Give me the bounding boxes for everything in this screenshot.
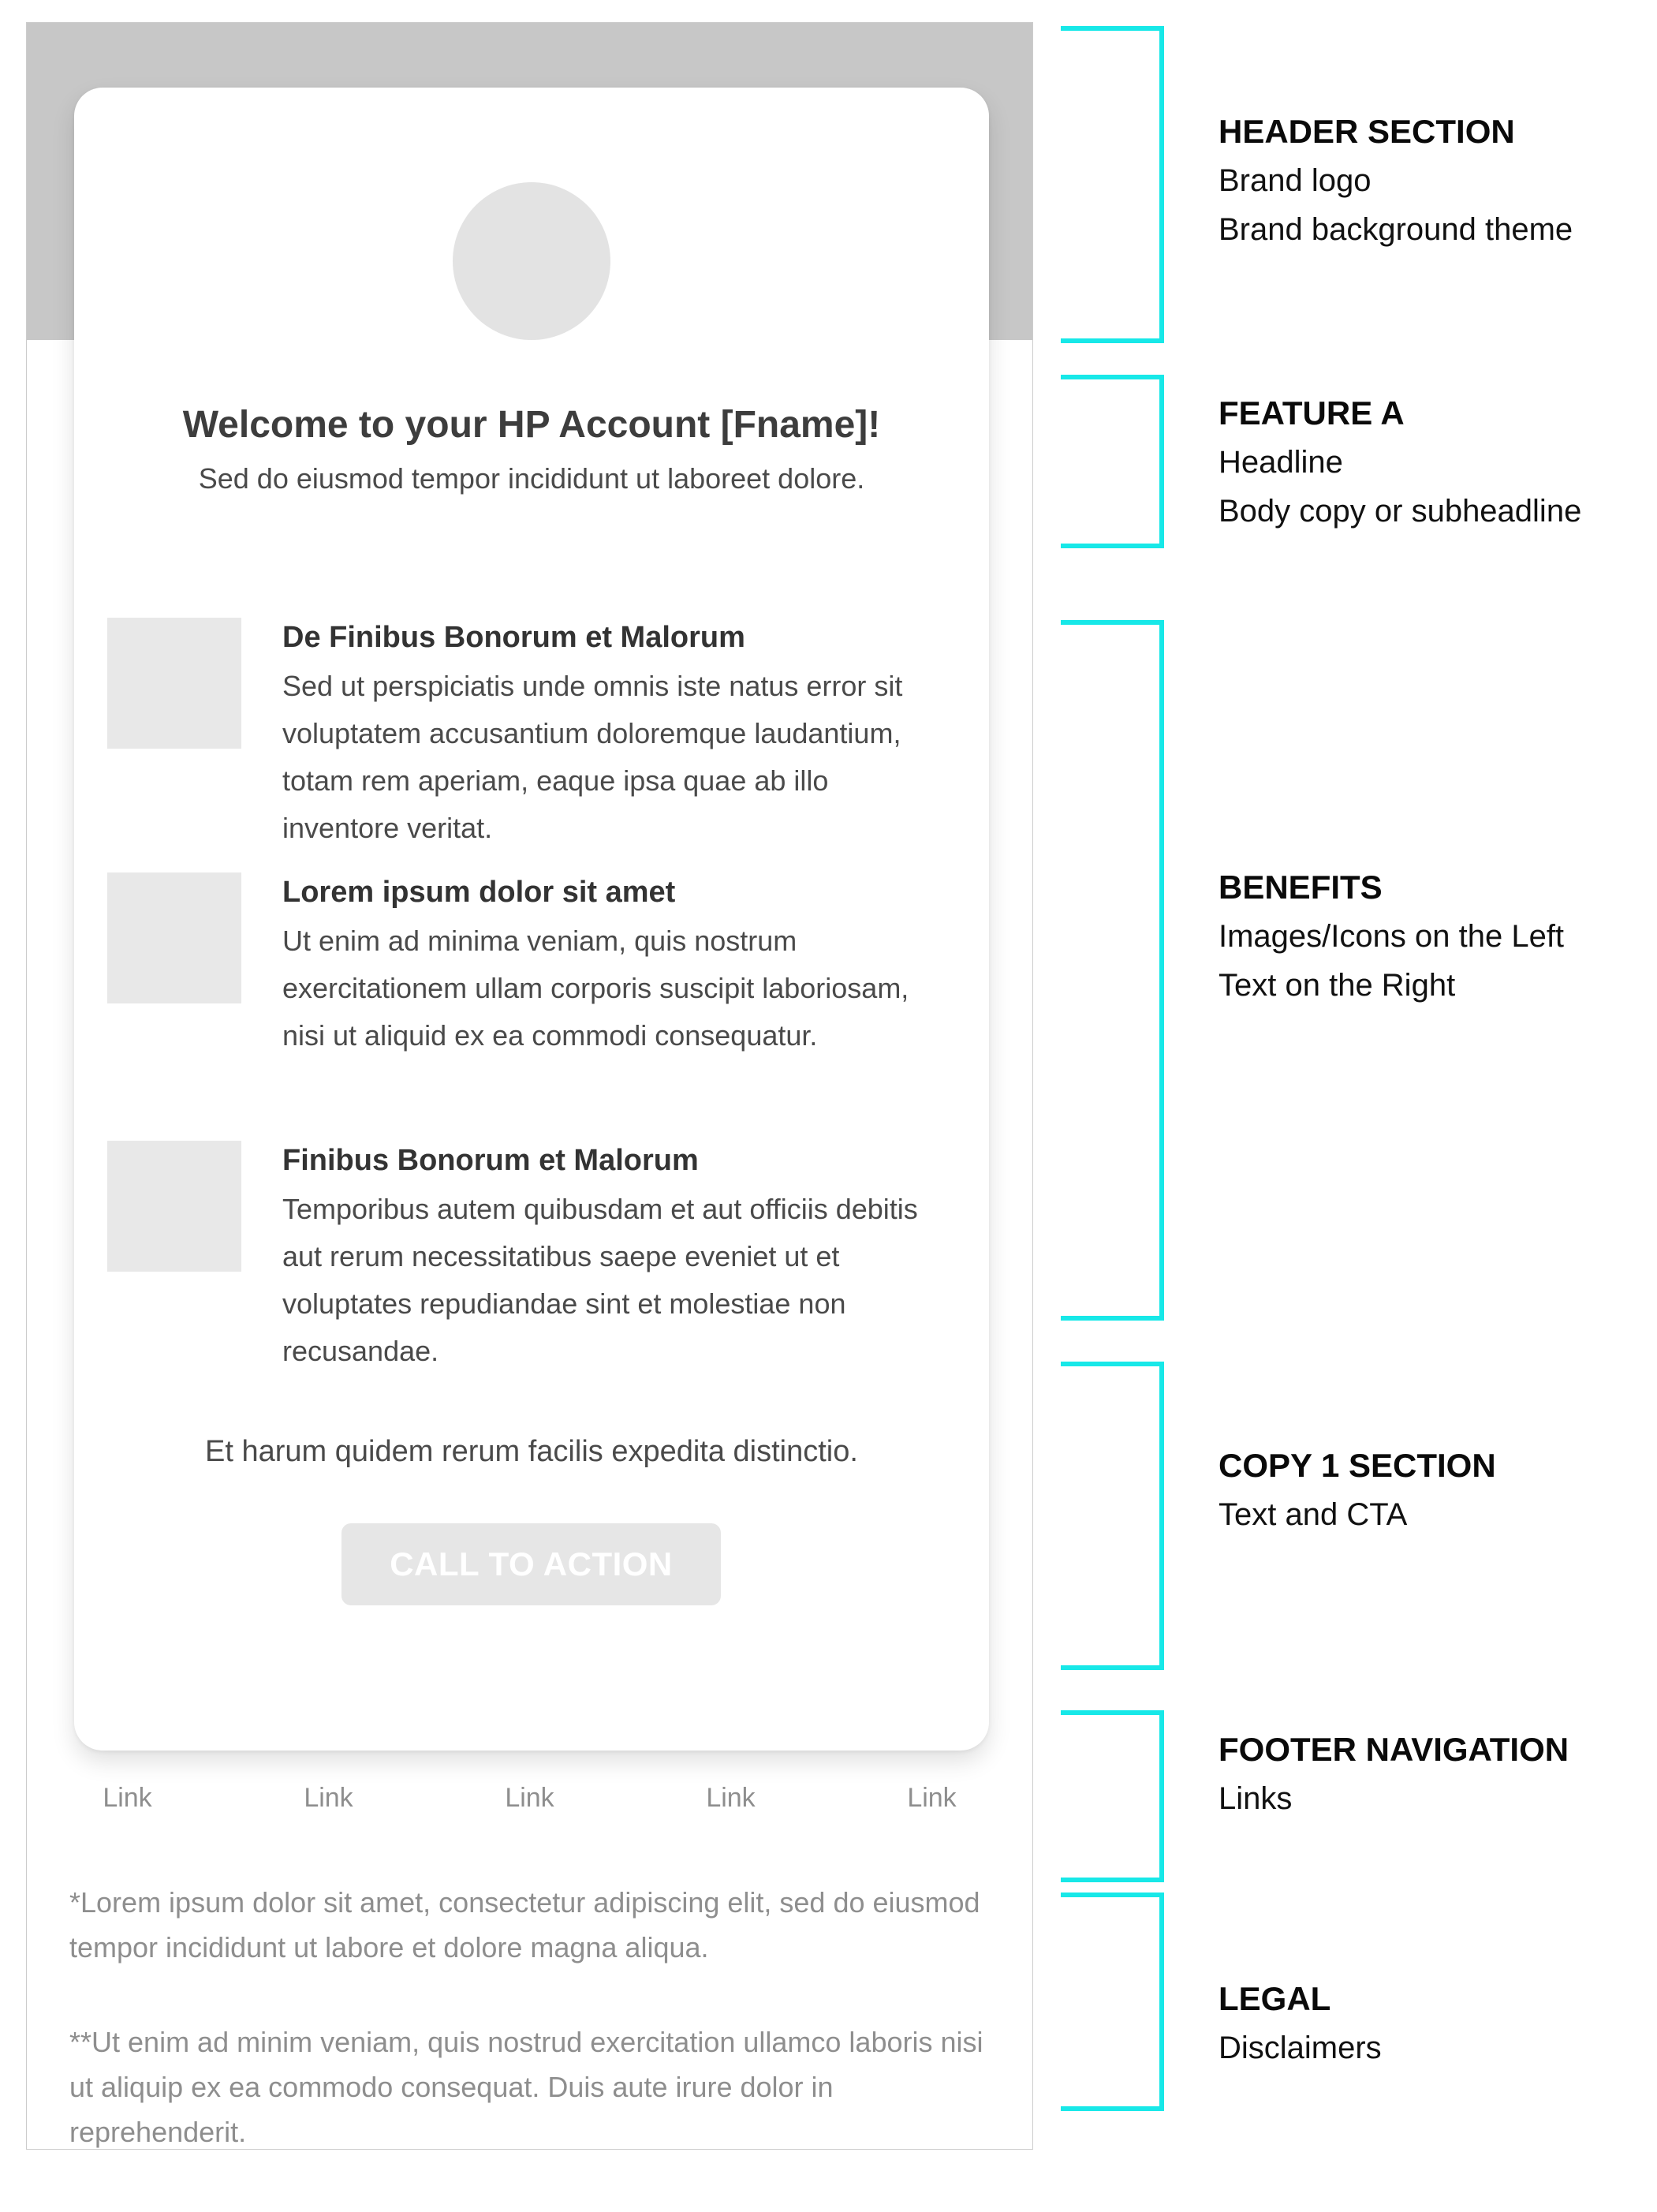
annotation-footer-navigation (1218, 1725, 1644, 1823)
section-bracket-copy-1 (1061, 1362, 1164, 1670)
benefit-body: Ut enim ad minima veniam, quis nostrum exercitationem ullam corporis suscipit laboriosam, nisi ut aliquid ex ea commodi consequatur. (282, 925, 909, 1052)
benefit-body: Temporibus autem quibusdam et aut officiis debitis aut rerum necessitatibus saepe eveniet ut et voluptates repudiandae sint et molestiae non recusandae. (282, 1193, 918, 1367)
benefit-text (282, 872, 929, 1059)
annotation-item: Headline (1218, 445, 1343, 480)
section-bracket-header (1061, 26, 1164, 343)
annotation-item: Body copy or subheadline (1218, 494, 1582, 529)
footer-navigation (27, 1776, 1032, 1820)
benefit-row (107, 872, 955, 1059)
email-template-container (26, 22, 1033, 2150)
footer-link[interactable]: Link (706, 1783, 756, 1813)
annotation-item: Brand background theme (1218, 212, 1573, 247)
footer-link[interactable]: Link (103, 1783, 152, 1813)
annotation-copy-1-section (1218, 1441, 1644, 1539)
annotation-title: LEGAL (1218, 1980, 1331, 2017)
section-bracket-benefits (1061, 620, 1164, 1321)
footer-link[interactable]: Link (304, 1783, 353, 1813)
benefit-title: Finibus Bonorum et Malorum (282, 1144, 699, 1177)
benefit-row (107, 618, 955, 852)
annotation-item: Brand logo (1218, 163, 1372, 198)
annotation-title: BENEFITS (1218, 869, 1383, 906)
footer-link[interactable]: Link (907, 1783, 957, 1813)
benefit-row (107, 1141, 955, 1375)
legal-disclaimer: **Ut enim ad minim veniam, quis nostrud exercitation ullamco laboris nisi ut aliquip ex ea commodo consequat. Duis aute irure dolor in reprehenderit. (69, 2026, 983, 2148)
annotation-item: Disclaimers (1218, 2031, 1382, 2065)
benefit-body: Sed ut perspiciatis unde omnis iste natus error sit voluptatem accusantium doloremque laudantium, totam rem aperiam, eaque ipsa quae ab illo inventore veritat. (282, 670, 903, 844)
annotation-header-section (1218, 107, 1644, 254)
benefit-image-placeholder (107, 618, 241, 749)
benefit-image-placeholder (107, 872, 241, 1003)
annotation-feature-a (1218, 389, 1644, 536)
footer-link[interactable]: Link (505, 1783, 554, 1813)
benefit-title: Lorem ipsum dolor sit amet (282, 876, 676, 909)
email-content-card (74, 88, 989, 1751)
brand-logo-icon (453, 182, 610, 340)
benefit-title: De Finibus Bonorum et Malorum (282, 621, 745, 654)
annotation-item: Text and CTA (1218, 1497, 1408, 1532)
annotation-item: Links (1218, 1781, 1293, 1816)
section-bracket-footer-navigation (1061, 1710, 1164, 1882)
call-to-action-button[interactable]: CALL TO ACTION (341, 1523, 721, 1605)
annotation-title: HEADER SECTION (1218, 113, 1515, 150)
legal-disclaimer: *Lorem ipsum dolor sit amet, consectetur adipiscing elit, sed do eiusmod tempor incididunt ut labore et dolore magna aliqua. (69, 1886, 980, 1964)
benefit-text (282, 618, 929, 852)
annotation-title: COPY 1 SECTION (1218, 1447, 1496, 1484)
annotation-title: FEATURE A (1218, 394, 1405, 432)
annotation-item: Images/Icons on the Left (1218, 919, 1565, 954)
annotation-legal (1218, 1975, 1644, 2072)
annotation-benefits (1218, 863, 1644, 1010)
annotation-item: Text on the Right (1218, 968, 1456, 1003)
benefit-image-placeholder (107, 1141, 241, 1272)
closing-line: Et harum quidem rerum facilis expedita distinctio. (205, 1435, 858, 1468)
annotation-title: FOOTER NAVIGATION (1218, 1731, 1569, 1768)
benefit-text (282, 1141, 929, 1375)
hero-headline: Welcome to your HP Account [Fname]! (182, 404, 881, 446)
hero-subheadline: Sed do eiusmod tempor incididunt ut laboreet dolore. (198, 462, 865, 495)
section-bracket-feature-a (1061, 375, 1164, 548)
section-bracket-legal (1061, 1893, 1164, 2111)
